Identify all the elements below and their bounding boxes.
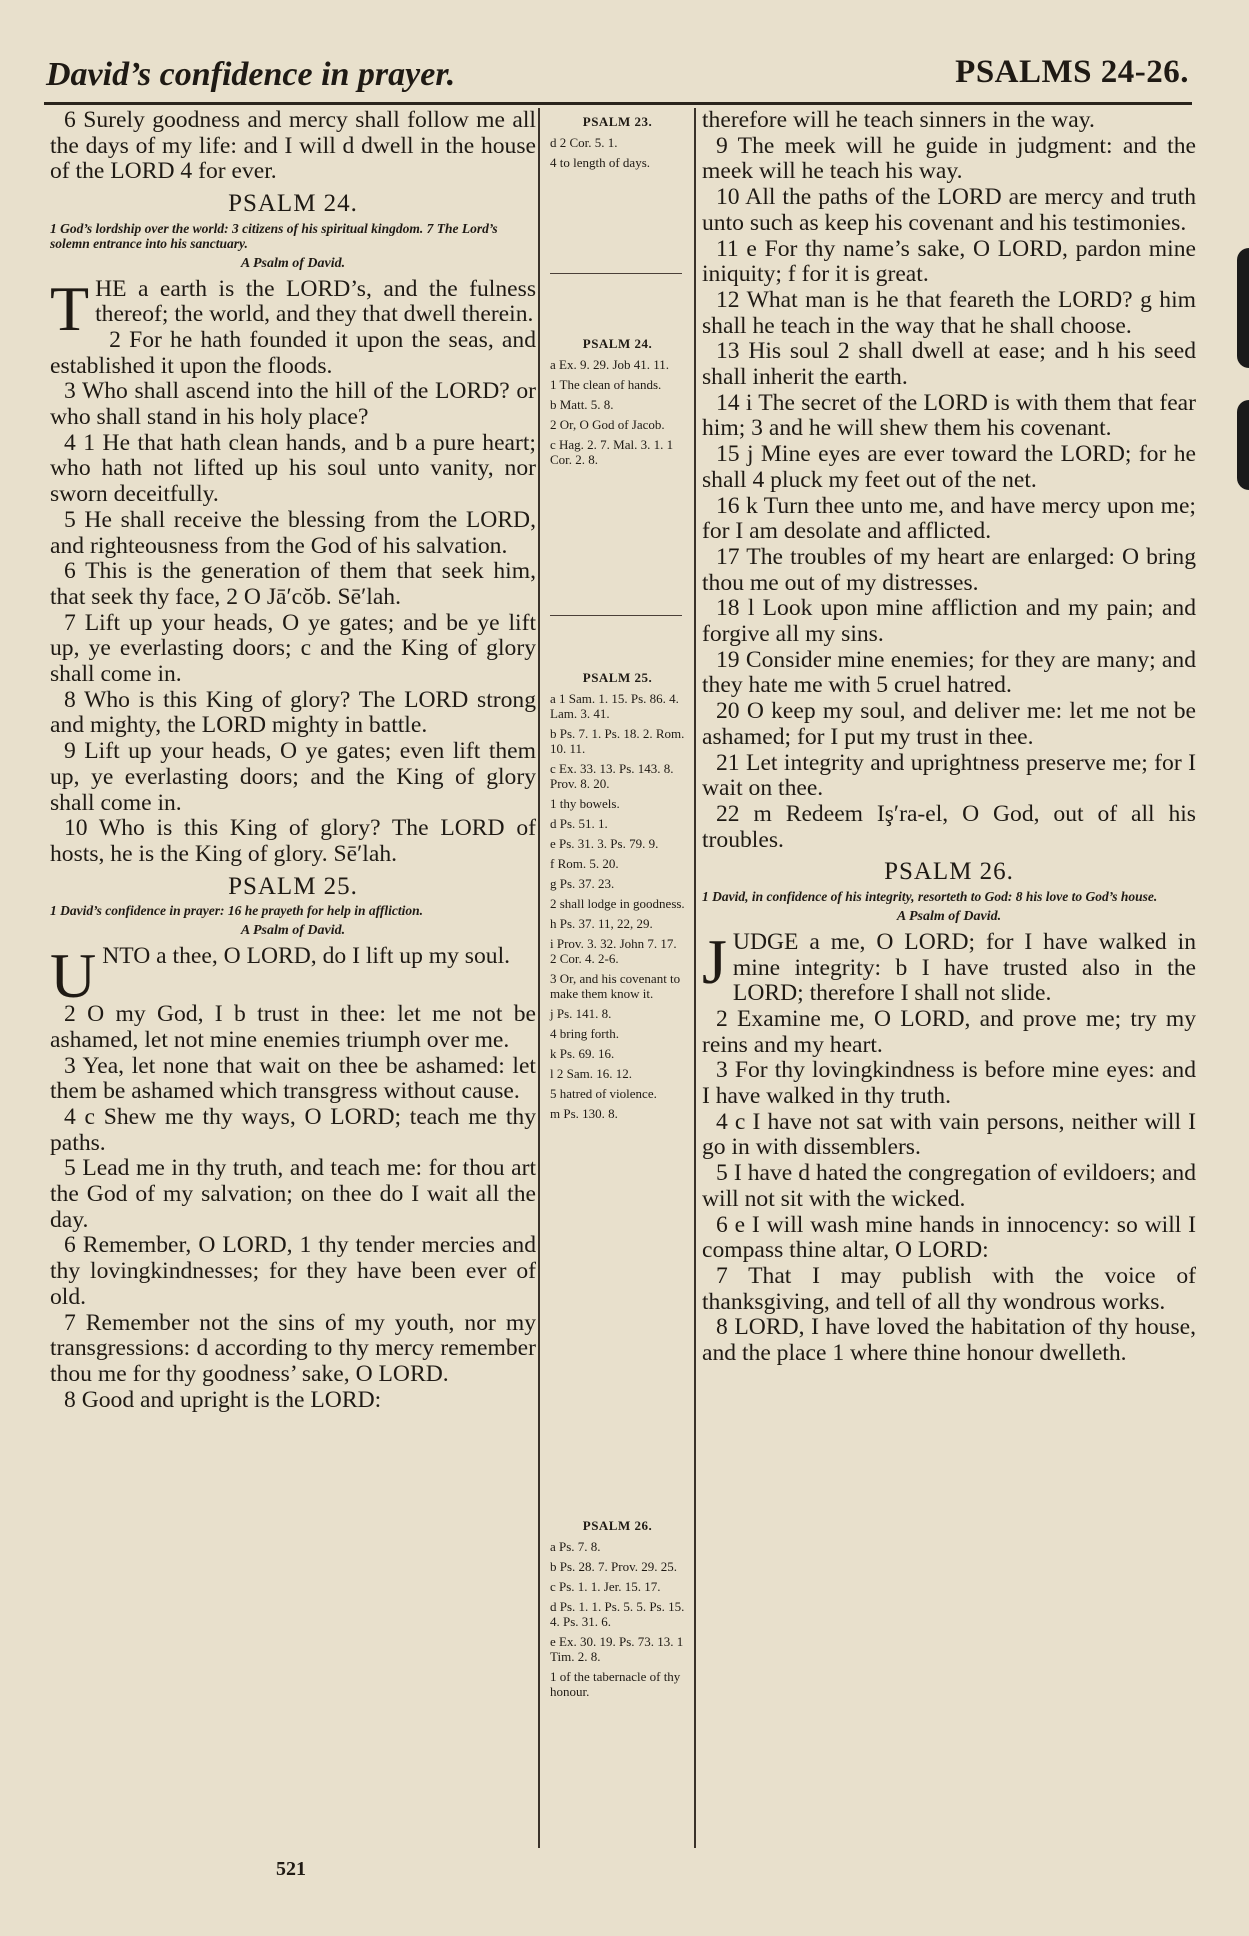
verse: 9 Lift up your heads, O ye gates; even lift them up, ye everlasting doors; and the King of glory shall come in. xyxy=(50,738,536,816)
running-head-left: David’s confidence in prayer. xyxy=(46,56,456,93)
verse: 7 Lift up your heads, O ye gates; and be ye lift up, ye everlasting doors; c and the King of glory shall come in. xyxy=(50,609,536,688)
ref-entry: c Ps. 1. 1. Jer. 15. 17. xyxy=(550,1579,661,1594)
verse: 22 m Redeem Iş′ra-el, O God, out of all his troubles. xyxy=(702,800,1196,853)
ref-entry: 4 to length of days. xyxy=(550,155,651,170)
psalm-summary: 1 God’s lordship over the world: 3 citizens of his spiritual kingdom. 7 The Lord’s solemn entrance into his sanctuary. xyxy=(50,220,498,251)
ref-entry: e Ex. 30. 19. Ps. 73. 13. 1 Tim. 2. 8. xyxy=(550,1634,684,1664)
verse: 12 What man is he that feareth the LORD? g him shall he teach in the way that he shall choose. xyxy=(702,286,1196,339)
psalm-attribution: A Psalm of David. xyxy=(240,923,346,939)
ref-entry: 2 shall lodge in goodness. xyxy=(550,896,685,911)
verse: 3 Who shall ascend into the hill of the LORD? or who shall stand in his holy place? xyxy=(50,378,536,431)
ref-entry: j Ps. 141. 8. xyxy=(550,1006,612,1021)
column-divider-left xyxy=(538,108,540,1848)
verse: 15 j Mine eyes are ever toward the LORD; for he shall 4 pluck my feet out of the net. xyxy=(702,441,1196,493)
ref-heading: PSALM 23. xyxy=(582,114,653,129)
ref-entry: a Ps. 7. 8. xyxy=(550,1539,601,1554)
cross-reference-column xyxy=(542,108,690,1848)
verse: 2 O my God, I b trust in thee: let me not be ashamed, let not mine enemies triumph over me. xyxy=(50,1001,536,1053)
verse: 4 c I have not sat with vain persons, neither will I go in with dissemblers. xyxy=(702,1108,1196,1161)
ref-entry: k Ps. 69. 16. xyxy=(550,1046,615,1061)
ref-entry: 2 Or, O God of Jacob. xyxy=(550,417,665,432)
verse: 3 For thy lovingkindness is before mine eyes: and I have walked in thy truth. xyxy=(702,1057,1196,1110)
verse: 5 Lead me in thy truth, and teach me: for thou art the God of my salvation; on thee do I wait all the day. xyxy=(50,1155,536,1233)
ref-separator xyxy=(550,615,682,616)
ref-entry: 4 bring forth. xyxy=(550,1026,619,1041)
verse: 7 Remember not the sins of my youth, nor my transgressions: d according to thy mercy remember thou me for thy goodness’ sake, O LORD. xyxy=(50,1309,536,1387)
psalm-attribution: A Psalm of David. xyxy=(896,909,1002,925)
verse-first xyxy=(50,272,536,344)
ref-entry: f Rom. 5. 20. xyxy=(550,856,619,871)
running-head-right: PSALMS 24-26. xyxy=(955,54,1189,90)
verse: 4 1 He that hath clean hands, and b a pure heart; who hath not lifted up his soul unto vanity, nor sworn deceitfully. xyxy=(50,429,536,508)
ref-entry: e Ps. 31. 3. Ps. 79. 9. xyxy=(550,836,659,851)
column-divider-right xyxy=(694,108,696,1848)
verse: 13 His soul 2 shall dwell at ease; and h his seed shall inherit the earth. xyxy=(702,338,1196,391)
verse: 8 LORD, I have loved the habitation of thy house, and the place 1 where thine honour dwelleth. xyxy=(702,1314,1196,1367)
verse-first xyxy=(50,940,536,1012)
verse: 8 Good and upright is the LORD: xyxy=(64,1386,382,1413)
ref-entry: h Ps. 37. 11, 22, 29. xyxy=(550,916,653,931)
drop-cap: J xyxy=(702,925,727,997)
psalm-heading: PSALM 25. xyxy=(228,872,358,900)
ref-heading: PSALM 26. xyxy=(582,1518,653,1533)
ref-entry: 1 The clean of hands. xyxy=(550,377,662,392)
verse-first xyxy=(702,925,1196,1007)
ref-entry: d Ps. 51. 1. xyxy=(550,816,608,831)
ref-heading: PSALM 25. xyxy=(582,670,653,685)
ref-entry: a 1 Sam. 1. 15. Ps. 86. 4. Lam. 3. 41. xyxy=(550,691,679,721)
verse-text: UDGE a me, O LORD; for I have walked in mine integrity: b I have trusted also in the LORD; therefore I shall not slide. xyxy=(732,928,1196,1007)
ref-block-psalm-24 xyxy=(550,336,685,472)
ref-entry: m Ps. 130. 8. xyxy=(550,1106,618,1121)
verse: 10 Who is this King of glory? The LORD of hosts, he is the King of glory. Sē′lah. xyxy=(50,815,536,867)
ref-heading: PSALM 24. xyxy=(582,336,653,351)
verse: 20 O keep my soul, and deliver me: let me not be ashamed; for I put my trust in thee. xyxy=(702,698,1196,750)
verse: 5 He shall receive the blessing from the LORD, and righteousness from the God of his salvation. xyxy=(50,506,536,559)
ref-entry: 3 Or, and his covenant to make them know it. xyxy=(550,971,681,1001)
drop-cap: U xyxy=(50,940,97,1012)
psalm-heading: PSALM 24. xyxy=(228,190,358,218)
ref-entry: b Ps. 28. 7. Prov. 29. 25. xyxy=(550,1559,678,1574)
thumb-index-tab xyxy=(1237,248,1249,368)
psalm-heading: PSALM 26. xyxy=(884,858,1014,886)
ref-entry: 1 of the tabernacle of thy honour. xyxy=(550,1669,681,1699)
ref-entry: d 2 Cor. 5. 1. xyxy=(550,135,618,150)
verse: 4 c Shew me thy ways, O LORD; teach me thy paths. xyxy=(50,1103,536,1156)
ref-entry: 1 thy bowels. xyxy=(550,796,620,811)
verse: 2 Examine me, O LORD, and prove me; try my reins and my heart. xyxy=(702,1005,1196,1058)
verse: 21 Let integrity and uprightness preserve me; for I wait on thee. xyxy=(702,749,1196,802)
ref-entry: g Ps. 37. 23. xyxy=(550,876,615,891)
verse: 6 This is the generation of them that seek him, that seek thy face, 2 O Jā′cŏb. Sē′lah. xyxy=(50,558,536,610)
ref-block-psalm-23 xyxy=(550,114,685,175)
verse: 14 i The secret of the LORD is with them that fear him; 3 and he will shew them his covenant. xyxy=(702,389,1196,442)
verse-text: HE a earth is the LORD’s, and the fulness thereof; the world, and they that dwell therein. xyxy=(95,275,536,328)
psalm-summary: 1 David’s confidence in prayer: 16 he prayeth for help in affliction. xyxy=(50,903,423,919)
verse: 16 k Turn thee unto me, and have mercy upon me; for I am desolate and afflicted. xyxy=(702,492,1196,545)
verse: 2 For he hath founded it upon the seas, and established it upon the floods. xyxy=(50,326,536,379)
verse: 18 l Look upon mine affliction and my pain; and forgive all my sins. xyxy=(702,595,1196,648)
ref-entry: 5 hatred of violence. xyxy=(550,1086,657,1101)
thumb-index-tab xyxy=(1237,400,1249,490)
verse: 7 That I may publish with the voice of thanksgiving, and tell of all thy wondrous works. xyxy=(702,1262,1196,1315)
psalm-summary: 1 David, in confidence of his integrity, resorteth to God: 8 his love to God’s house. xyxy=(702,889,1158,905)
page-number: 521 xyxy=(276,1858,306,1880)
text-column-left xyxy=(50,108,536,1848)
ref-block-psalm-25 xyxy=(550,670,685,1126)
drop-cap: T xyxy=(50,272,90,344)
ref-entry: l 2 Sam. 16. 12. xyxy=(550,1066,632,1081)
verse: 6 Surely goodness and mercy shall follow me all the days of my life: and I will d dwell in the house of the LORD 4 for ever. xyxy=(50,108,536,185)
text-column-right xyxy=(702,108,1196,1848)
verse: 3 Yea, let none that wait on thee be ashamed: let them be ashamed which transgress without cause. xyxy=(50,1052,536,1105)
ref-entry: b Matt. 5. 8. xyxy=(550,397,614,412)
verse: 19 Consider mine enemies; for they are many; and they hate me with 5 cruel hatred. xyxy=(702,646,1196,699)
psalm-attribution: A Psalm of David. xyxy=(240,255,346,271)
ref-entry: a Ex. 9. 29. Job 41. 11. xyxy=(550,357,670,372)
header-rule xyxy=(44,102,1192,105)
verse-text: NTO a thee, O LORD, do I lift up my soul. xyxy=(102,943,511,970)
verse: 6 Remember, O LORD, 1 thy tender mercies and thy lovingkindnesses; for they have been ever of old. xyxy=(50,1232,536,1310)
verse: therefore will he teach sinners in the way. xyxy=(702,108,1095,133)
ref-entry: d Ps. 1. 1. Ps. 5. 5. Ps. 15. 4. Ps. 31. 6. xyxy=(550,1599,685,1629)
verse: 11 e For thy name’s sake, O LORD, pardon mine iniquity; f for it is great. xyxy=(702,235,1196,288)
verse: 9 The meek will he guide in judgment: and the meek will he teach his way. xyxy=(702,132,1196,185)
ref-block-psalm-26 xyxy=(550,1518,685,1704)
verse: 17 The troubles of my heart are enlarged: O bring thou me out of my distresses. xyxy=(702,543,1196,596)
ref-separator xyxy=(550,273,682,274)
ref-entry: c Ex. 33. 13. Ps. 143. 8. Prov. 8. 20. xyxy=(550,761,674,791)
ref-entry: c Hag. 2. 7. Mal. 3. 1. 1 Cor. 2. 8. xyxy=(550,437,674,467)
ref-entry: i Prov. 3. 32. John 7. 17. 2 Cor. 4. 2-6. xyxy=(550,936,677,966)
verse: 5 I have d hated the congregation of evildoers; and will not sit with the wicked. xyxy=(702,1160,1196,1212)
verse: 8 Who is this King of glory? The LORD strong and mighty, the LORD mighty in battle. xyxy=(50,686,536,739)
verse: 10 All the paths of the LORD are mercy and truth unto such as keep his covenant and his testimonies. xyxy=(702,184,1196,236)
ref-entry: b Ps. 7. 1. Ps. 18. 2. Rom. 10. 11. xyxy=(550,726,685,756)
verse: 6 e I will wash mine hands in innocency: so will I compass thine altar, O LORD: xyxy=(702,1211,1196,1264)
